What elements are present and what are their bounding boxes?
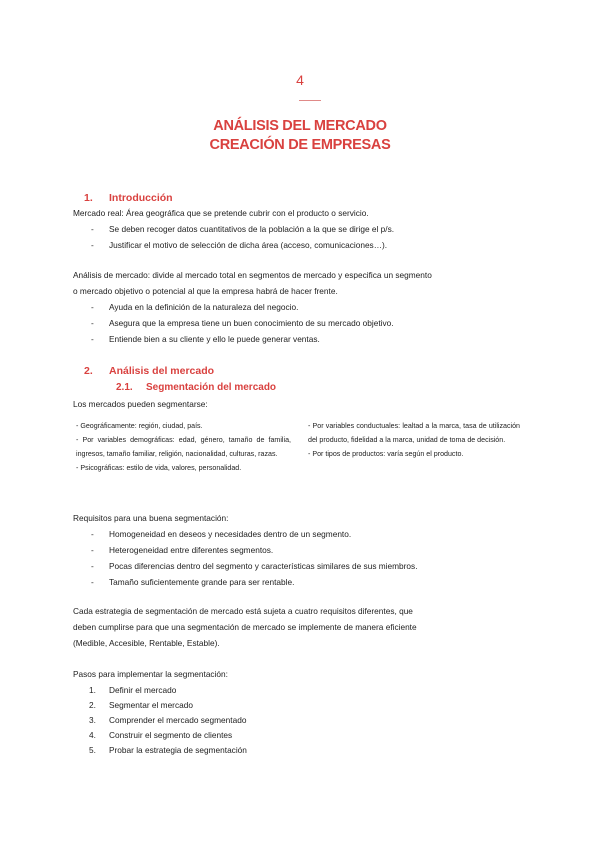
step-number: 4. <box>89 730 96 740</box>
step-item: Construir el segmento de clientes <box>109 730 233 740</box>
list-item: Se deben recoger datos cuantitativos de la población a la que se dirige el p/s. <box>109 224 395 234</box>
segment-type: - Por variables conductuales: lealtad a la marca, tasa de utilización del producto, fidelidad a la marca, unidad de toma de decisión. <box>308 422 520 444</box>
step-item: Comprender el mercado segmentado <box>109 715 247 725</box>
section-2-number: 2. <box>84 365 93 377</box>
estrategia-line3: (Medible, Accesible, Rentable, Estable). <box>73 638 220 648</box>
step-item: Segmentar el mercado <box>109 700 193 710</box>
bullet-dash: - <box>91 240 94 250</box>
chapter-title-line1: ANÁLISIS DEL MERCADO <box>213 118 387 134</box>
subsection-number: 2.1. <box>116 382 133 393</box>
segment-type: - Por variables demográficas: edad, género, tamaño de familia, ingresos, tamaño familiar, religión, nacionalidad, culturas, razas. <box>76 436 291 458</box>
right-column <box>308 419 520 461</box>
chapter-number: 4 <box>296 72 304 88</box>
list-item: Asegura que la empresa tiene un buen conocimiento de su mercado objetivo. <box>109 318 394 328</box>
step-number: 3. <box>89 715 96 725</box>
step-item: Definir el mercado <box>109 685 177 695</box>
bullet-dash: - <box>91 577 94 587</box>
bullet-dash: - <box>91 545 94 555</box>
section-1-number: 1. <box>84 192 93 204</box>
mercado-real-paragraph: Mercado real: Área geográfica que se pretende cubrir con el producto o servicio. <box>73 208 369 218</box>
list-item: Heterogeneidad entre diferentes segmentos. <box>109 545 274 555</box>
estrategia-line1: Cada estrategia de segmentación de mercado está sujeta a cuatro requisitos diferentes, que <box>73 606 413 616</box>
pasos-title: Pasos para implementar la segmentación: <box>73 669 228 679</box>
chapter-title-line2: CREACIÓN DE EMPRESAS <box>209 137 391 153</box>
left-column <box>76 419 291 475</box>
bullet-dash: - <box>91 529 94 539</box>
analisis-paragraph-line1: Análisis de mercado: divide al mercado total en segmentos de mercado y especifica un segmento <box>73 270 432 280</box>
list-item: Entiende bien a su cliente y ello le puede generar ventas. <box>109 334 320 344</box>
step-item: Probar la estrategia de segmentación <box>109 745 247 755</box>
list-item: Homogeneidad en deseos y necesidades dentro de un segmento. <box>109 529 352 539</box>
chapter-divider <box>299 100 321 101</box>
list-item: Ayuda en la definición de la naturaleza del negocio. <box>109 302 299 312</box>
requisitos-title: Requisitos para una buena segmentación: <box>73 513 229 523</box>
segment-type: - Geográficamente: región, ciudad, país. <box>76 422 203 430</box>
bullet-dash: - <box>91 224 94 234</box>
segmentar-intro: Los mercados pueden segmentarse: <box>73 399 208 409</box>
analisis-paragraph-line2: o mercado objetivo o potencial al que la empresa habrá de hacer frente. <box>73 286 338 296</box>
section-1-title: Introducción <box>109 192 173 204</box>
list-item: Pocas diferencias dentro del segmento y características similares de sus miembros. <box>109 561 418 571</box>
bullet-dash: - <box>91 334 94 344</box>
list-item: Justificar el motivo de selección de dicha área (acceso, comunicaciones…). <box>109 240 388 250</box>
bullet-dash: - <box>91 318 94 328</box>
step-number: 1. <box>89 685 96 695</box>
list-item: Tamaño suficientemente grande para ser rentable. <box>109 577 295 587</box>
bullet-dash: - <box>91 561 94 571</box>
bullet-dash: - <box>91 302 94 312</box>
step-number: 5. <box>89 745 96 755</box>
subsection-title: Segmentación del mercado <box>146 382 277 393</box>
estrategia-line2: deben cumplirse para que una segmentación de mercado se implemente de manera eficiente <box>73 622 417 632</box>
segment-type: - Por tipos de productos: varía según el producto. <box>308 450 464 458</box>
step-number: 2. <box>89 700 96 710</box>
section-2-title: Análisis del mercado <box>109 365 215 377</box>
segment-type: - Psicográficas: estilo de vida, valores, personalidad. <box>76 464 242 472</box>
